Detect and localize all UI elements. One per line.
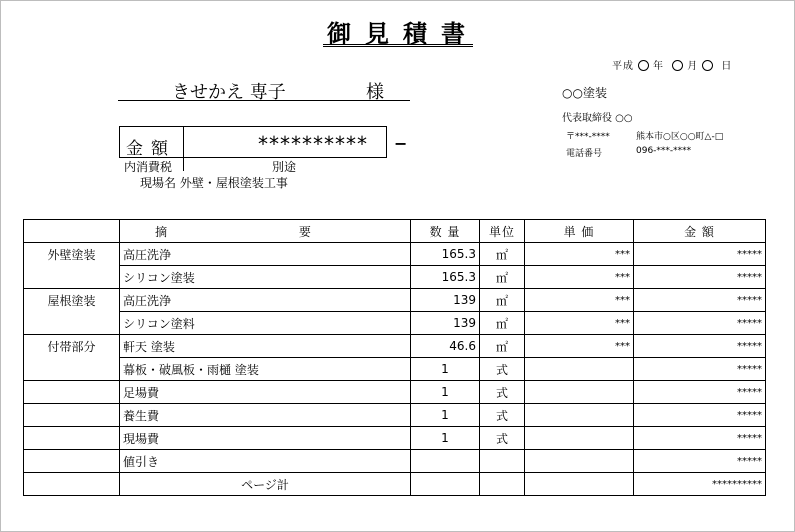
row-unit: 式 [480,427,525,450]
date-day-unit: 日 [721,61,733,72]
row-amount: ***** [634,312,766,335]
date-year-unit: 年 [653,61,664,72]
page-total-amount: ********** [634,473,766,496]
row-unit: ㎡ [480,289,525,312]
table-row [24,450,766,473]
row-qty: 139 [411,289,480,312]
row-amount: ***** [634,427,766,450]
company-name: ○○塗装 [562,86,607,100]
row-group [24,266,120,289]
row-desc: シリコン塗料 [120,312,411,335]
row-price [525,450,634,473]
row-amount: ***** [634,450,766,473]
row-qty: 1 [411,381,480,404]
row-qty: 165.3 [411,243,480,266]
page-total-group [24,473,120,496]
row-unit: 式 [480,381,525,404]
header-unit: 単位 [480,220,525,243]
tax-label: 内消費税 [124,160,173,174]
row-unit [480,450,525,473]
table-row [24,312,766,335]
table-row [24,358,766,381]
row-qty: 139 [411,312,480,335]
header-amount: 金 額 [634,220,766,243]
row-qty: 165.3 [411,266,480,289]
row-price: *** [525,266,634,289]
document-title: 御見積書 [327,20,479,48]
row-desc: 足場費 [120,381,411,404]
page-total-row [24,473,766,496]
page-total-price [525,473,634,496]
company-zip: 〒***-**** [566,132,610,142]
row-amount: ***** [634,243,766,266]
row-price [525,381,634,404]
table-row [24,289,766,312]
day-circle-placeholder [702,60,713,71]
row-desc: 現場費 [120,427,411,450]
row-amount: ***** [634,335,766,358]
row-price [525,358,634,381]
row-price: *** [525,243,634,266]
row-amount: ***** [634,381,766,404]
header-price: 単 価 [525,220,634,243]
table-row [24,381,766,404]
row-price: *** [525,289,634,312]
row-desc: 軒天 塗装 [120,335,411,358]
row-price: *** [525,312,634,335]
row-desc: 幕板・破風板・雨樋 塗装 [120,358,411,381]
header-desc: 摘 要 [120,220,411,243]
company-tel: 096-***-**** [636,146,692,156]
table-row [24,243,766,266]
total-amount-label: 金額 [126,139,176,159]
row-amount: ***** [634,289,766,312]
row-unit: ㎡ [480,266,525,289]
table-row [24,266,766,289]
header-qty: 数 量 [411,220,480,243]
page-total-unit [480,473,525,496]
row-group [24,404,120,427]
row-desc: 高圧洗浄 [120,243,411,266]
row-desc: 値引き [120,450,411,473]
year-circle-placeholder [638,60,649,71]
row-group: 付帯部分 [24,335,120,358]
company-representative: 代表取締役 ○○ [562,113,633,124]
total-amount-divider [183,126,184,171]
customer-name: きせかえ 専子 [172,82,286,103]
row-desc: シリコン塗装 [120,266,411,289]
row-amount: ***** [634,266,766,289]
row-unit: 式 [480,404,525,427]
company-address: 熊本市○区○○町△-□ [636,132,724,142]
row-unit: ㎡ [480,243,525,266]
row-group: 屋根塗装 [24,289,120,312]
row-group: 外壁塗装 [24,243,120,266]
table-row [24,427,766,450]
title-underline-double [323,46,473,47]
customer-honorific: 様 [366,82,384,103]
row-qty: 1 [411,404,480,427]
row-qty: 1 [411,427,480,450]
row-qty: 1 [411,358,480,381]
row-qty: 46.6 [411,335,480,358]
customer-underline [118,100,410,101]
row-amount: ***** [634,358,766,381]
row-desc: 高圧洗浄 [120,289,411,312]
row-price [525,427,634,450]
row-qty [411,450,480,473]
company-tel-label: 電話番号 [566,149,603,159]
total-amount-value: ********** [258,132,368,156]
row-group [24,450,120,473]
header-group [24,220,120,243]
row-unit: ㎡ [480,312,525,335]
row-desc: 養生費 [120,404,411,427]
row-group [24,427,120,450]
row-group [24,358,120,381]
row-group [24,312,120,335]
month-circle-placeholder [672,60,683,71]
row-price: *** [525,335,634,358]
row-amount: ***** [634,404,766,427]
page-total-qty [411,473,480,496]
total-amount-dash: − [394,134,408,153]
row-unit: 式 [480,358,525,381]
table-row [24,404,766,427]
tax-value: 別途 [272,160,297,174]
row-group [24,381,120,404]
estimate-table [23,219,766,496]
row-unit: ㎡ [480,335,525,358]
page-total-label: ページ計 [120,473,411,496]
site-name: 現場名 外壁・屋根塗装工事 [140,176,288,190]
table-row [24,335,766,358]
table-header-row [24,220,766,243]
date-month-unit: 月 [687,61,699,72]
issue-date [612,57,732,72]
title-underline [323,44,473,45]
row-price [525,404,634,427]
date-era: 平成 [612,61,634,72]
